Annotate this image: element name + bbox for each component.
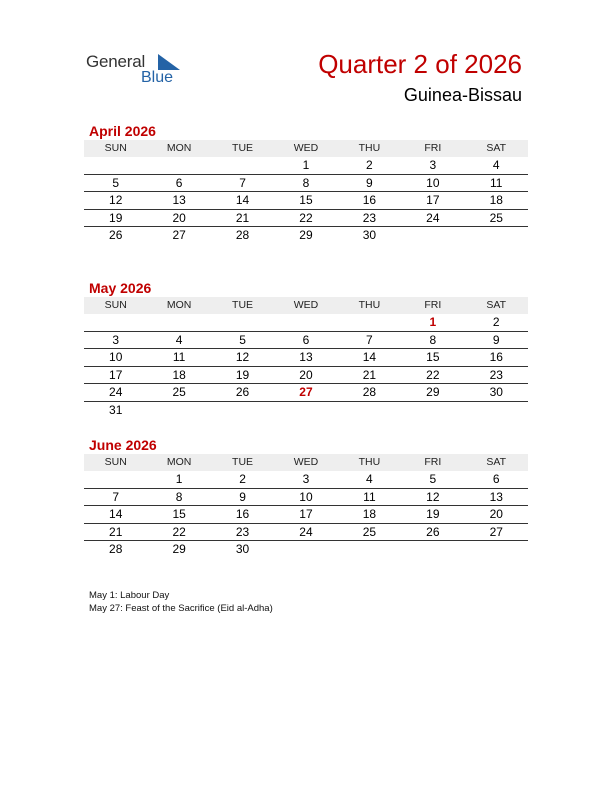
weekday-label: MON [166,299,192,311]
day-cell: 24 [109,385,123,399]
logo-general-text: General [86,52,146,71]
day-cell: 18 [362,507,377,521]
weekday-label: THU [358,456,381,468]
calendar-grid [84,297,528,419]
day-cell: 27 [489,524,503,539]
month-may [84,279,528,419]
weekday-label: SAT [486,299,507,311]
day-cell: 23 [362,210,377,225]
day-cell: 2 [239,472,246,486]
month-title: May 2026 [89,280,152,296]
day-cell [465,227,528,245]
day-cell: 29 [426,385,440,399]
day-cell: 11 [490,175,503,190]
week-row [84,471,528,489]
day-cell: 9 [239,489,246,504]
week-row [84,524,528,542]
day-cell: 26 [109,228,123,242]
day-cell: 28 [235,228,250,242]
day-cell: 13 [489,489,503,504]
week-row [84,157,528,175]
weekday-label: SAT [486,142,507,154]
page-title: Quarter 2 of 2026 [318,49,522,79]
weekday-label: FRI [424,299,442,311]
day-cell: 26 [235,385,250,399]
day-cell: 5 [239,332,246,347]
day-cell: 23 [489,367,503,382]
day-cell [274,402,337,420]
day-cell [211,402,274,420]
day-cell [211,157,274,174]
day-cell: 11 [363,489,376,504]
day-cell: 11 [172,350,186,364]
week-row [84,367,528,385]
day-cell: 4 [175,332,183,347]
weekday-label: FRI [424,456,442,468]
week-row [84,384,528,402]
day-cell: 29 [299,228,313,242]
day-cell: 29 [172,542,186,556]
day-cell: 27 [172,228,186,242]
holiday-note: May 1: Labour Day [89,590,170,601]
weekday-label: SUN [104,142,127,154]
day-cell: 10 [426,175,440,190]
day-cell [465,541,528,559]
day-cell: 20 [172,210,186,225]
calendar-grid [84,140,528,245]
day-cell: 2 [366,158,373,172]
day-cell: 27 [299,385,313,399]
day-cell: 17 [426,193,440,207]
month-april [84,122,528,245]
day-cell: 15 [299,193,313,207]
day-cell: 24 [426,210,440,225]
day-cell [401,227,464,245]
day-cell: 7 [112,489,120,504]
day-cell: 4 [492,158,500,172]
day-cell: 4 [366,472,373,486]
day-cell: 16 [235,507,250,521]
day-cell: 18 [172,367,186,382]
day-cell: 21 [109,524,123,539]
day-cell: 14 [235,193,250,207]
day-cell: 28 [362,385,377,399]
day-cell: 30 [489,385,503,399]
day-cell: 10 [299,489,313,504]
month-title: April 2026 [89,123,156,139]
logo-blue-text: Blue [141,69,174,86]
week-row [84,227,528,245]
weekday-label: TUE [232,299,254,311]
day-cell [84,471,147,488]
day-cell: 16 [362,193,377,207]
weekday-label: MON [166,456,192,468]
day-cell [84,314,147,331]
day-cell: 12 [235,350,250,364]
day-cell: 8 [302,175,310,190]
day-cell: 17 [299,507,313,521]
day-cell [338,314,401,331]
day-cell [401,541,464,559]
day-cell: 10 [109,350,123,364]
month-title: June 2026 [89,437,157,453]
week-row [84,332,528,350]
day-cell: 19 [109,210,123,225]
day-cell: 3 [112,332,120,347]
day-cell: 7 [239,175,246,190]
day-cell: 6 [492,472,500,486]
week-row [84,175,528,193]
logo-flag-icon [158,54,180,70]
day-cell: 3 [302,472,310,486]
day-cell: 24 [299,524,313,539]
weekday-label: THU [358,299,381,311]
calendar-grid [84,454,528,559]
day-cell: 19 [426,507,440,521]
day-cell: 16 [489,350,503,364]
day-cell: 20 [299,367,313,382]
week-row [84,314,528,332]
day-cell: 9 [492,332,500,347]
day-cell: 21 [362,367,377,382]
weekday-label: SUN [104,456,127,468]
day-cell: 17 [109,367,123,382]
day-cell: 14 [362,350,377,364]
day-cell: 1 [302,158,310,172]
day-cell [147,157,210,174]
day-cell: 30 [362,228,377,242]
weekday-label: SAT [486,456,507,468]
day-cell [338,402,401,420]
day-cell [274,541,337,559]
day-cell [401,402,464,420]
weekday-label: WED [293,142,319,154]
week-row [84,506,528,524]
day-cell: 9 [366,175,373,190]
day-cell: 6 [302,332,310,347]
weekday-header [84,454,528,471]
day-cell: 8 [429,332,437,347]
day-cell: 19 [235,367,250,382]
day-cell [338,541,401,559]
day-cell: 14 [109,507,123,521]
weekday-label: THU [358,142,381,154]
day-cell: 18 [489,193,503,207]
country-name: Guinea-Bissau [403,85,522,105]
day-cell: 3 [429,158,437,172]
day-cell [84,157,147,174]
weekday-label: TUE [232,142,254,154]
weekday-header [84,297,528,314]
day-cell [211,314,274,331]
day-cell: 25 [362,524,377,539]
week-row [84,192,528,210]
day-cell: 7 [366,332,373,347]
day-cell [147,402,210,420]
day-cell: 13 [299,350,313,364]
day-cell: 5 [112,175,120,190]
day-cell [465,402,528,420]
day-cell: 30 [235,542,250,556]
day-cell: 12 [426,489,440,504]
weekday-label: WED [293,299,319,311]
day-cell: 8 [175,489,183,504]
day-cell: 2 [492,315,500,329]
weekday-label: TUE [232,456,254,468]
brand-logo [86,52,196,92]
day-cell: 1 [175,472,183,486]
day-cell [274,314,337,331]
day-cell: 31 [109,402,123,417]
weekday-header [84,140,528,157]
day-cell: 1 [429,315,437,329]
week-row [84,402,528,420]
week-row [84,210,528,228]
day-cell: 15 [426,350,440,364]
day-cell: 5 [429,472,437,486]
holiday-note: May 27: Feast of the Sacrifice (Eid al-Adha) [89,602,273,614]
day-cell: 22 [172,524,186,539]
holiday-notes [89,590,273,615]
day-cell: 12 [109,193,123,207]
day-cell: 13 [172,193,186,207]
day-cell: 23 [235,524,250,539]
weekday-label: SUN [104,299,127,311]
month-june [84,436,528,559]
weekday-label: WED [293,456,319,468]
day-cell: 22 [299,210,313,225]
day-cell: 20 [489,507,503,521]
day-cell: 6 [175,175,183,190]
week-row [84,489,528,507]
weekday-label: MON [166,142,192,154]
day-cell: 26 [426,524,440,539]
day-cell: 25 [172,385,186,399]
day-cell: 21 [235,210,250,225]
week-row [84,541,528,559]
day-cell: 28 [109,542,123,556]
day-cell [147,314,210,331]
week-row [84,349,528,367]
day-cell: 22 [426,367,440,382]
weekday-label: FRI [424,142,442,154]
day-cell: 15 [172,507,186,521]
day-cell: 25 [489,210,503,225]
